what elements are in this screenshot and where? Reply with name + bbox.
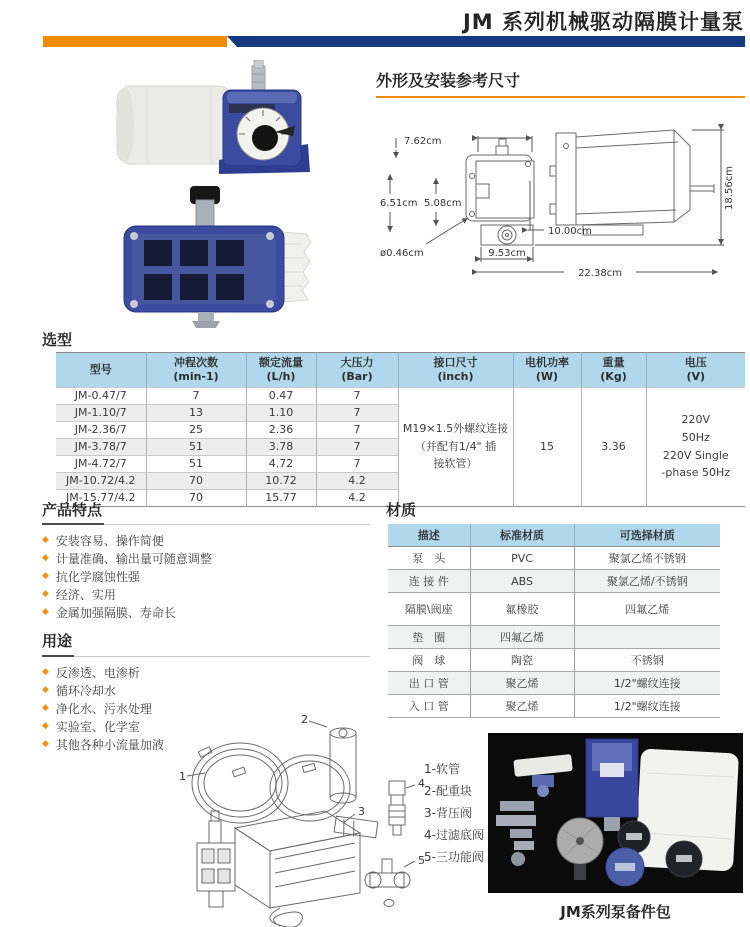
selection-header-row: [56, 353, 745, 388]
diamond-bullet-icon: ◆: [42, 667, 49, 677]
diamond-bullet-icon: ◆: [42, 535, 49, 545]
pump-side-illustration: [115, 60, 310, 188]
col-header-voltage: 电压 (V): [646, 353, 745, 388]
features-rule: [42, 524, 370, 525]
col-header-interface: 接口尺寸 (inch): [398, 353, 513, 388]
list-item: ◆ 实验室、化学室: [42, 719, 140, 734]
interface-merged-cell: M19×1.5外螺纹连接 （并配有1/4" 插 接软管）: [398, 387, 513, 506]
list-item: ◆ 金属加强隔膜、寿命长: [42, 605, 176, 620]
diamond-bullet-icon: ◆: [42, 553, 49, 563]
legend-item: 1-软管: [424, 762, 460, 776]
table-row: 隔膜\阀座 氟橡胶 四氟乙烯: [388, 593, 720, 626]
list-item: ◆ 其他各种小流量加液: [42, 737, 164, 752]
diamond-bullet-icon: ◆: [42, 607, 49, 617]
diamond-bullet-icon: ◆: [42, 739, 49, 749]
materials-section-title: 材质: [386, 501, 417, 519]
col-header-flow: 额定流量 (L/h): [246, 353, 316, 388]
spare-parts-caption: JM系列泵备件包: [560, 903, 671, 921]
materials-header-row: [388, 524, 720, 547]
list-item: ◆ 计量准确、输出量可随意调整: [42, 551, 212, 566]
list-item: ◆ 经济、实用: [42, 587, 116, 602]
callout-4: 4: [418, 777, 425, 790]
legend-item: 5-三功能阀: [424, 850, 484, 864]
col-header-power: 电机功率 (W): [513, 353, 581, 388]
diamond-bullet-icon: ◆: [42, 571, 49, 581]
dim-label-651: 6.51cm: [380, 198, 418, 209]
applications-section-title: 用途: [42, 632, 73, 650]
legend-item: 4-过滤底阀: [424, 828, 484, 842]
list-item: ◆ 抗化学腐蚀性强: [42, 569, 140, 584]
col-header-model: 型号: [56, 353, 146, 388]
table-row: 连 接 件 ABS 聚氯乙烯/不锈钢: [388, 570, 720, 593]
features-section-title: 产品特点: [42, 501, 103, 519]
list-item: ◆ 循环冷却水: [42, 683, 116, 698]
parts-legend: [424, 758, 484, 868]
materials-table: [388, 524, 720, 718]
table-row: 出 口 管 聚乙烯 1/2"螺纹连接: [388, 672, 720, 695]
table-row: JM-2.36/7 25 2.36 7: [56, 421, 745, 438]
pump-photo-side-view: [115, 60, 310, 188]
callout-1: 1: [179, 770, 186, 783]
col-header-optional: 可选择材质: [574, 524, 720, 547]
list-item: ◆ 反渗透、电渗析: [42, 665, 140, 680]
table-row: JM-3.78/7 51 3.78 7: [56, 438, 745, 455]
col-header-description: 描述: [388, 524, 470, 547]
table-row: 泵 头 PVC 聚氯乙烯不锈钢: [388, 547, 720, 570]
side-view: [550, 130, 714, 235]
voltage-merged-cell: 220V 50Hz 220V Single -phase 50Hz: [646, 387, 745, 506]
table-row: JM-10.72/4.2 70 10.72 4.2: [56, 472, 745, 489]
pump-photo-front-view: [118, 186, 313, 328]
front-view: [466, 139, 534, 245]
spare-parts-photo: [488, 733, 743, 893]
features-list: [42, 531, 372, 621]
dimensions-orange-rule: [376, 96, 745, 98]
selection-table: [56, 352, 745, 507]
pump-front-illustration: [118, 186, 313, 328]
dimensions-section-title: 外形及安装参考尺寸: [376, 71, 521, 90]
col-header-strokes: 冲程次数 (min-1): [146, 353, 246, 388]
diamond-bullet-icon: ◆: [42, 703, 49, 713]
table-row: JM-15.77/4.2 70 15.77 4.2: [56, 489, 745, 506]
dimension-drawing: [378, 106, 746, 330]
callout-2: 2: [301, 713, 308, 726]
list-item: ◆ 安装容易、操作简便: [42, 533, 164, 548]
power-merged-cell: 15: [513, 387, 581, 506]
diamond-bullet-icon: ◆: [42, 589, 49, 599]
blue-bar-segment: [217, 36, 745, 47]
table-row: 垫 圈 四氟乙烯: [388, 626, 720, 649]
exploded-parts-drawing: [175, 693, 430, 927]
spare-parts-illustration: [488, 733, 743, 893]
table-row: 阀 球 陶瓷 不锈钢: [388, 649, 720, 672]
applications-rule: [42, 656, 370, 657]
dim-label-2238: 22.38cm: [578, 268, 622, 279]
dim-label-953: 9.53cm: [488, 248, 526, 259]
dim-label-762: 7.62cm: [404, 136, 442, 147]
header-accent-bar: [43, 36, 745, 47]
diamond-bullet-icon: ◆: [42, 721, 49, 731]
dim-label-508: 5.08cm: [424, 198, 462, 209]
legend-item: 2-配重块: [424, 784, 472, 798]
callout-3: 3: [358, 805, 365, 818]
page-title: JM 系列机械驱动隔膜计量泵: [462, 10, 744, 34]
col-header-pressure: 大压力 (Bar): [316, 353, 398, 388]
list-item: ◆ 净化水、污水处理: [42, 701, 152, 716]
dim-label-1000: 10.00cm: [548, 226, 592, 237]
legend-item: 3-背压阀: [424, 806, 472, 820]
col-header-standard: 标准材质: [470, 524, 574, 547]
table-row: JM-0.47/7 7 0.47 7 M19×1.5外螺纹连接 （并配有1/4" 插 接软管） 15 3.36 220V 50Hz 220V Single -phase 50Hz: [56, 387, 745, 404]
diamond-bullet-icon: ◆: [42, 685, 49, 695]
table-row: JM-1.10/7 13 1.10 7: [56, 404, 745, 421]
weight-merged-cell: 3.36: [581, 387, 646, 506]
orange-bar-segment: [43, 36, 227, 47]
callout-5: 5: [418, 854, 425, 867]
table-row: 入 口 管 聚乙烯 1/2"螺纹连接: [388, 695, 720, 718]
dim-label-046: ø0.46cm: [380, 248, 424, 259]
table-row: JM-4.72/7 51 4.72 7: [56, 455, 745, 472]
selection-section-title: 选型: [42, 331, 73, 349]
col-header-weight: 重量 (Kg): [581, 353, 646, 388]
dim-label-1856: 18.56cm: [724, 166, 735, 210]
